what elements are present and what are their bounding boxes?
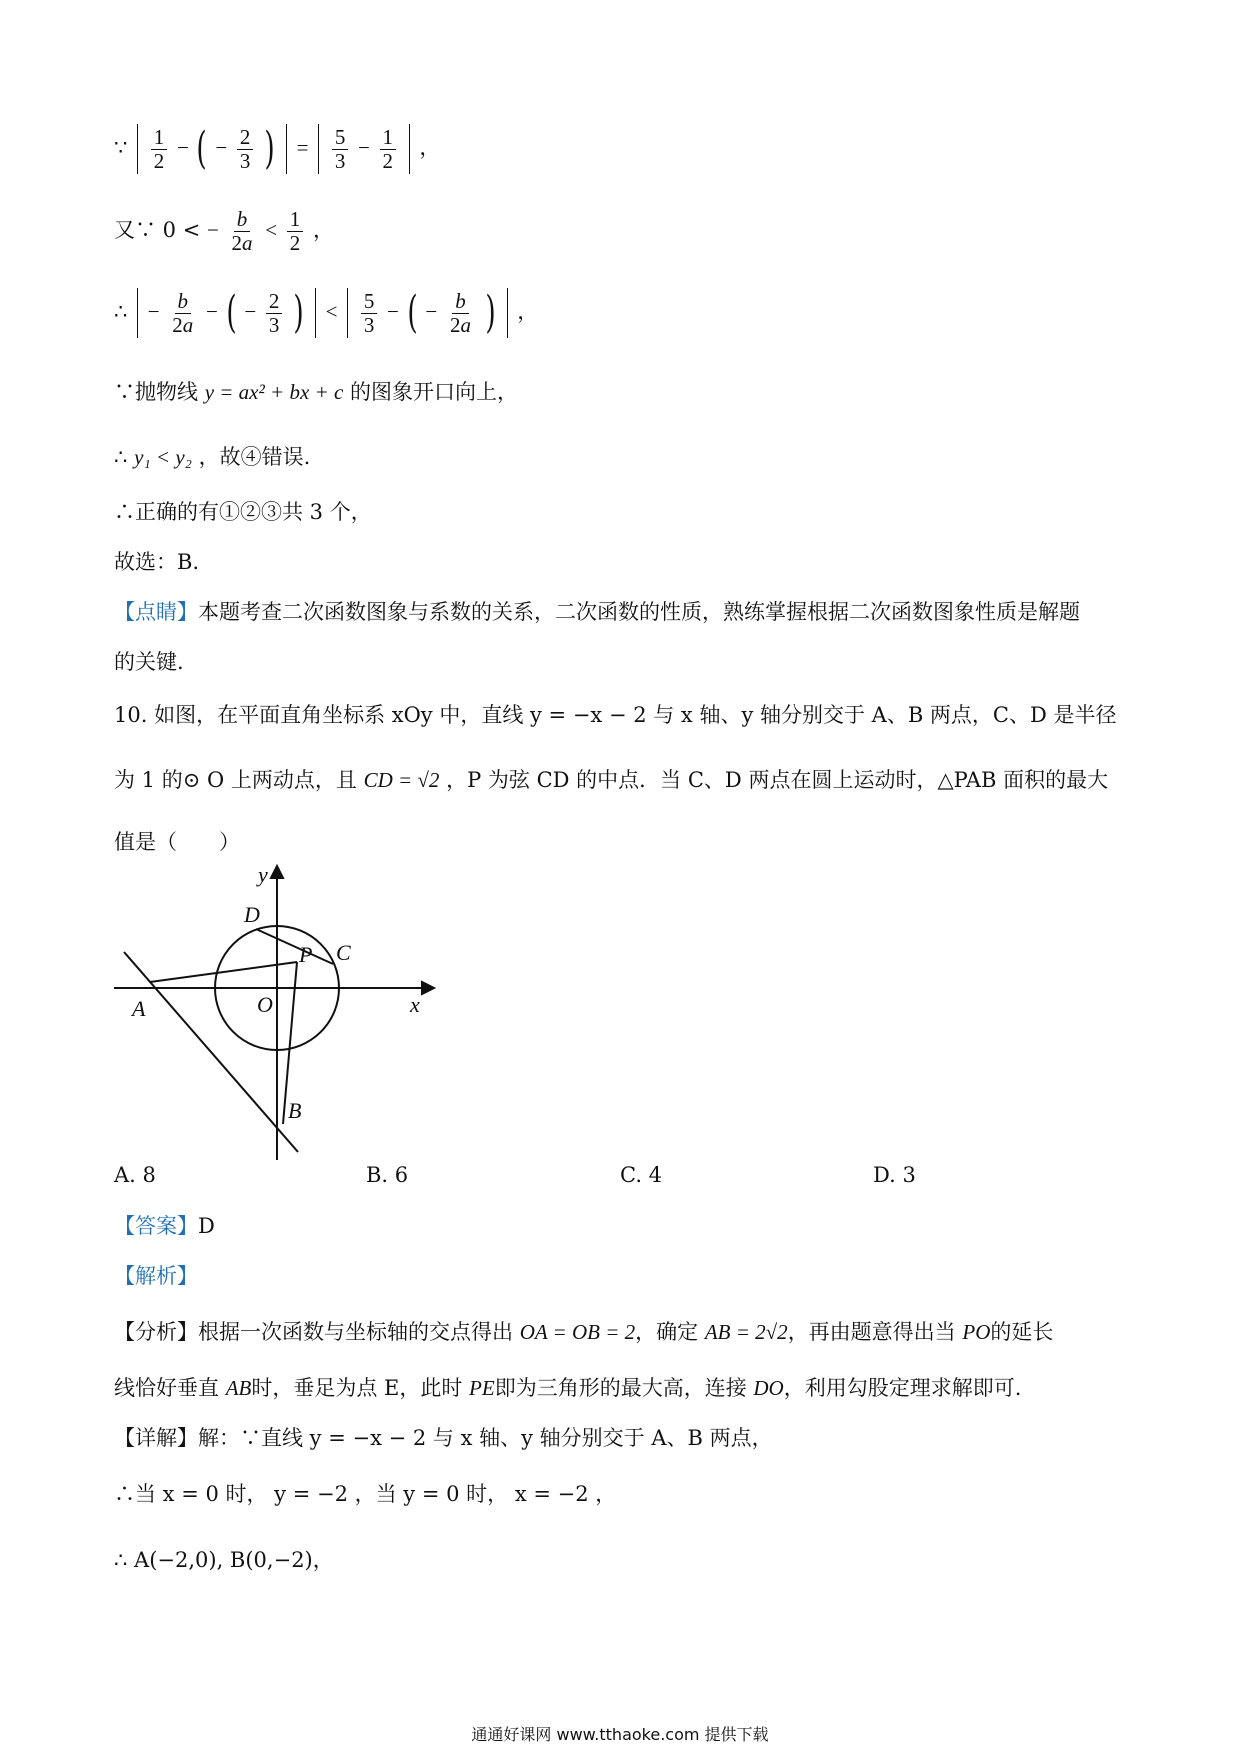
step-1: ∵ $\frac{1}{2}$ − ( − $\frac{2}{3}$ ) = $\frac{5}{3}$ − $\frac{1}{2}$ ， <box>114 123 441 174</box>
step-6: ∴正确的有①②③共 3 个， <box>114 500 372 524</box>
page-footer: 通通好课网 www.tthaoke.com 提供下载 <box>471 1725 769 1744</box>
fenxi-math: PO <box>962 1320 991 1344</box>
paren: ) <box>264 123 275 174</box>
fraction: $\frac{1}{2}$ <box>380 126 397 173</box>
label-p: P <box>299 942 313 967</box>
therefore-symbol: ∴ <box>114 299 128 324</box>
fraction: $\frac{5}{3}$ <box>361 290 378 337</box>
abs-bar <box>137 124 138 174</box>
fraction: $\frac{b}{2a}$ <box>449 288 471 337</box>
step-5-suffix: ，故④错误. <box>198 445 311 469</box>
question-line-2 <box>114 766 1108 794</box>
detail-line-1 <box>114 1424 773 1452</box>
review-text: 本题考查二次函数图象与系数的关系，二次函数的性质，熟练掌握根据二次函数图象性质是解题 <box>198 600 1080 624</box>
step-2: 又∵ 0 < − $\frac{b}{2a}$ < $\frac{1}{2}$ ， <box>114 207 334 255</box>
fenxi-text: 的延长 <box>990 1320 1054 1344</box>
geometry-figure <box>100 860 440 1170</box>
paren: ) <box>485 287 496 338</box>
chord-length: CD = √2 <box>363 768 440 792</box>
fraction: $\frac{b}{2a}$ <box>172 288 194 337</box>
fraction: $\frac{1}{2}$ <box>151 126 168 173</box>
step-4 <box>114 378 518 406</box>
abs-bar <box>315 288 316 338</box>
therefore-symbol: ∴ <box>114 445 128 469</box>
fenxi-text: ，利用勾股定理求解即可. <box>783 1376 1022 1400</box>
detail-tag: 【详解】 <box>114 1426 198 1450</box>
analysis-line <box>114 1262 198 1290</box>
paren: ) <box>293 287 304 338</box>
fenxi-math: AB = 2√2 <box>704 1320 788 1344</box>
inequality: y₁ < y₂ <box>134 445 192 469</box>
label-b: B <box>288 1098 302 1123</box>
paren: ( <box>406 287 418 338</box>
fenxi-math: OA = OB = 2 <box>519 1320 636 1344</box>
review-tag: 【点睛】 <box>114 600 198 624</box>
because-symbol: ∵ <box>114 135 128 160</box>
fenxi-text: 根据一次函数与坐标轴的交点得出 <box>198 1320 513 1344</box>
abs-bar <box>507 288 508 338</box>
comma: ， <box>419 135 441 160</box>
paren: ( <box>196 123 208 174</box>
question-text: ，P 为弦 CD 的中点．当 C、D 两点在圆上运动时，△PAB 面积的最大 <box>446 768 1109 792</box>
question-text: 为 1 的⊙ O 上两动点，且 <box>114 768 357 792</box>
step-7: 故选：B. <box>114 550 200 574</box>
fenxi-math: DO <box>753 1376 784 1400</box>
fenxi-math: AB <box>225 1376 252 1400</box>
answer-tag: 【答案】 <box>114 1214 198 1238</box>
detail-line-3: ∴ A(−2,0), B(0,−2)， <box>114 1548 334 1572</box>
label-y: y <box>258 862 268 887</box>
abs-bar <box>137 288 138 338</box>
fenxi-text: 线恰好垂直 <box>114 1376 219 1400</box>
review-line-2: 的关键. <box>114 650 184 674</box>
fenxi-text: ，确定 <box>635 1320 699 1344</box>
step-5 <box>114 443 310 471</box>
analysis-tag: 【解析】 <box>114 1264 198 1288</box>
parabola-equation: y = ax² + bx + c <box>204 380 344 404</box>
detail-text: 解：∵直线 y = −x − 2 与 x 轴、y 轴分别交于 A、B 两点， <box>198 1426 773 1450</box>
step-3: ∴ − $\frac{b}{2a}$ − ( − $\frac{2}{3}$ ) < $\frac{5}{3}$ − ( − $\frac{b}{2a}$ ) ， <box>114 287 539 338</box>
chord-dc <box>256 929 333 964</box>
step-4-prefix: ∵抛物线 <box>114 380 198 404</box>
abs-bar <box>318 124 319 174</box>
abs-bar <box>347 288 348 338</box>
fraction: $\frac{1}{2}$ <box>287 208 304 255</box>
review-line-1 <box>114 598 1080 626</box>
answer-line <box>114 1212 215 1240</box>
y-axis-arrow <box>271 866 283 878</box>
fenxi-line-1 <box>114 1318 1053 1346</box>
abs-bar <box>409 124 410 174</box>
abs-bar <box>286 124 287 174</box>
segment-pa <box>150 962 297 982</box>
step-4-suffix: 的图象开口向上， <box>349 380 518 404</box>
label-d: D <box>244 902 260 927</box>
label-c: C <box>336 940 351 965</box>
label-a: A <box>132 996 146 1021</box>
detail-line-2: ∴当 x = 0 时， y = −2 ，当 y = 0 时， x = −2 ， <box>114 1482 617 1506</box>
paren: ( <box>225 287 237 338</box>
comma: ， <box>312 218 334 242</box>
answer-value: D <box>198 1214 215 1238</box>
question-line-1: 10. 如图，在平面直角坐标系 xOy 中，直线 y = −x − 2 与 x 轴、y 轴分别交于 A、B 两点，C、D 是半径 <box>114 703 1117 727</box>
question-line-3: 值是（ ） <box>114 830 240 854</box>
fenxi-text: 时，垂足为点 E，此时 <box>251 1376 463 1400</box>
label-o: O <box>257 992 273 1017</box>
fraction: $\frac{b}{2a}$ <box>231 207 253 255</box>
fenxi-text: ，再由题意得出当 <box>787 1320 956 1344</box>
fraction: $\frac{5}{3}$ <box>332 126 349 173</box>
fenxi-math: PE <box>469 1376 495 1400</box>
option-a[interactable]: A. 8 <box>114 1163 156 1187</box>
option-d[interactable]: D. 3 <box>873 1163 916 1187</box>
option-b[interactable]: B. 6 <box>366 1163 409 1187</box>
label-x: x <box>410 992 420 1017</box>
x-axis-arrow <box>422 982 434 994</box>
fenxi-tag: 【分析】 <box>114 1320 198 1344</box>
step-2-prefix: 又∵ 0 < <box>114 218 201 242</box>
fraction: $\frac{2}{3}$ <box>237 126 254 173</box>
fenxi-text: 即为三角形的最大高，连接 <box>494 1376 747 1400</box>
comma: ， <box>517 299 539 324</box>
fenxi-line-2 <box>114 1374 1021 1402</box>
option-c[interactable]: C. 4 <box>620 1163 663 1187</box>
fraction: $\frac{2}{3}$ <box>266 290 283 337</box>
